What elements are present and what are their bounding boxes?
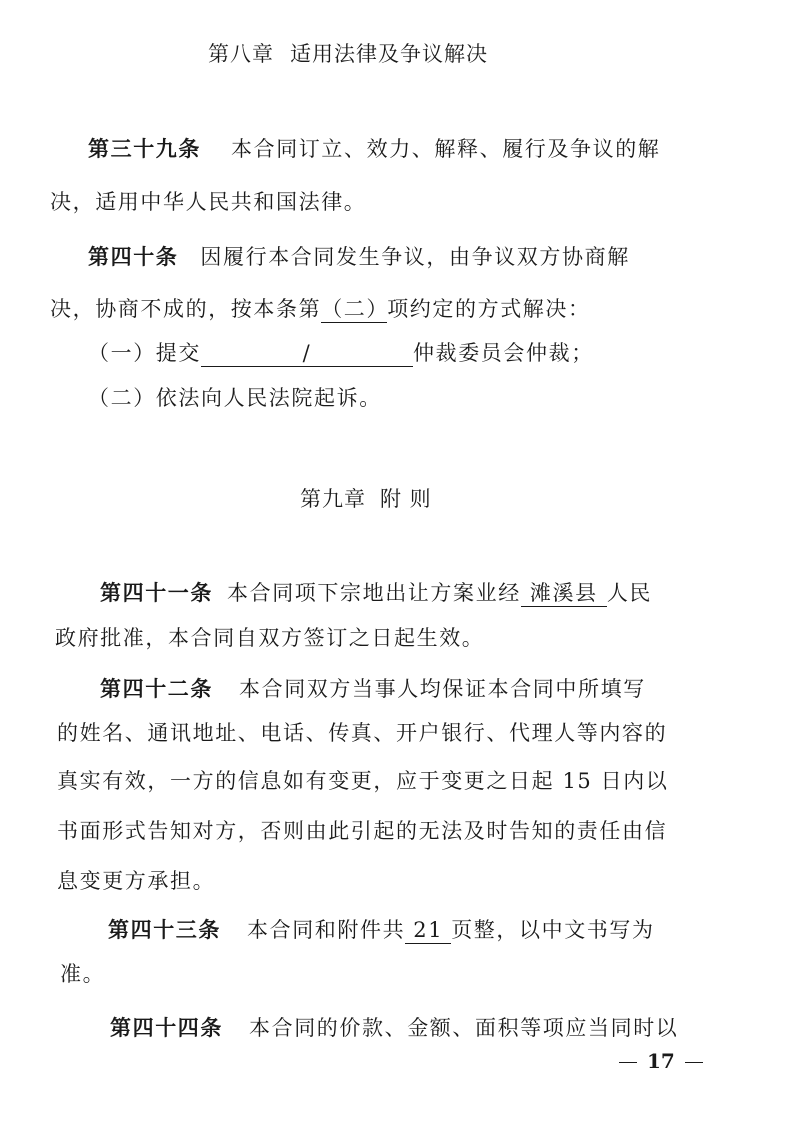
article-42-text-3: 真实有效，一方的信息如有变更，应于变更之日起 15 日内以 [57,769,669,793]
article-44-label: 第四十四条 [110,1016,223,1040]
article-40-label: 第四十条 [88,245,179,269]
article-40-line-1 [88,243,630,271]
article-40-text-2b: 项约定的方式解决： [387,297,591,321]
article-40-option-2 [88,384,382,412]
chapter-9-heading [300,485,432,513]
county-field: 滩溪县 [521,580,607,607]
article-41-label: 第四十一条 [100,581,213,605]
page-number-footer [609,1049,713,1073]
article-41-text-1a: 本合同项下宗地出让方案业经 [227,581,521,605]
article-42-line-3 [57,767,668,795]
article-40-option-1 [88,339,594,367]
chapter-9-number: 第九章 [300,487,366,511]
article-42-text-2: 的姓名、通讯地址、电话、传真、开户银行、代理人等内容的 [57,721,668,745]
article-39-text-2: 决，适用中华人民共和国法律。 [50,190,367,214]
chapter-9-title: 附 则 [380,487,432,511]
article-42-label: 第四十二条 [100,677,213,701]
article-42-line-5 [57,867,215,895]
article-43-line-2 [60,960,105,988]
article-39-text-1: 本合同订立、效力、解释、履行及争议的解 [231,137,661,161]
article-39-line-2 [50,188,366,216]
method-choice-field: （二） [321,297,390,321]
chapter-8-title: 适用法律及争议解决 [290,42,488,66]
article-42-text-5: 息变更方承担。 [57,869,216,893]
option-1-text-post: 仲裁委员会仲裁； [413,341,594,365]
article-41-text-1b: 人民 [606,581,653,605]
dash-left [619,1062,637,1063]
article-40-line-2 [50,295,591,323]
article-43-label: 第四十三条 [108,918,221,942]
article-39-line-1 [88,135,660,163]
article-42-text-4: 书面形式告知对方，否则由此引起的无法及时告知的责任由信 [57,819,668,843]
article-43-line-1 [108,916,655,944]
article-40-text-1: 因履行本合同发生争议，由争议双方协商解 [200,245,630,269]
article-41-line-1 [100,579,652,607]
page-count-field: 21 [405,917,451,944]
article-41-line-2 [55,624,484,652]
article-43-text-1b: 页整，以中文书写为 [451,918,655,942]
article-42-line-2 [57,719,667,747]
dash-right [685,1062,703,1063]
chapter-8-number: 第八章 [208,42,274,66]
article-40-text-2a: 决，协商不成的，按本条第 [50,297,322,321]
article-42-line-4 [57,817,667,845]
arbitration-commission-field: / [201,340,413,367]
article-41-text-2: 政府批准，本合同自双方签订之日起生效。 [55,626,485,650]
option-2-text: （二）依法向人民法院起诉。 [88,386,382,410]
option-1-text: （一）提交 [88,341,201,365]
article-43-text-1a: 本合同和附件共 [247,918,406,942]
chapter-8-heading [208,40,488,68]
article-44-text-1: 本合同的价款、金额、面积等项应当同时以 [249,1016,679,1040]
article-42-line-1 [100,675,646,703]
page-number: 17 [647,1049,675,1073]
article-42-text-1: 本合同双方当事人均保证本合同中所填写 [239,677,646,701]
article-39-label: 第三十九条 [88,137,201,161]
article-44-line-1 [110,1014,678,1042]
article-43-text-2: 准。 [60,962,106,986]
